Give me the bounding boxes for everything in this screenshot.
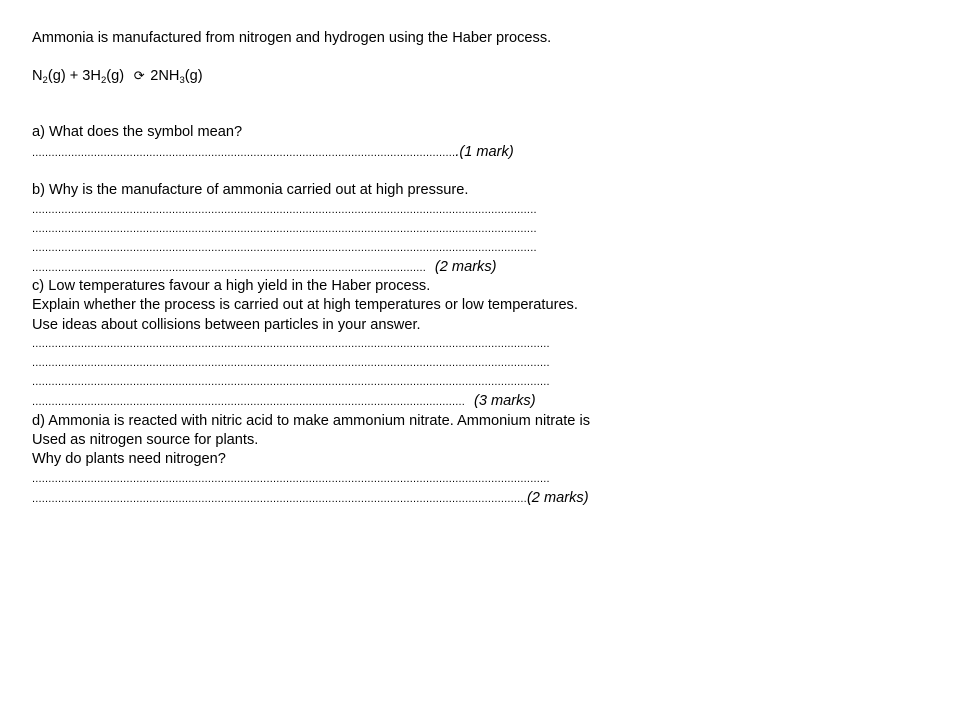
eq-part2: (g) <box>106 68 125 84</box>
question-d-line-1: d) Ammonia is reacted with nitric acid to make ammonium nitrate. Ammonium nitrate is <box>32 413 591 429</box>
marks-d: (2 marks) <box>526 490 589 506</box>
question-a: a) What does the symbol mean? <box>32 124 243 140</box>
marks-b: (2 marks) <box>434 259 497 275</box>
answer-dots-c-4: ..................................................................................................................................... <box>32 396 466 408</box>
answer-line-a[interactable] <box>32 142 514 163</box>
reversible-reaction-icon: ⟳ <box>133 68 145 83</box>
answer-dots-a: .................................................................................................................................. <box>32 147 456 159</box>
question-c-line-2: Explain whether the process is carried out at high temperatures or low temperatures. <box>32 297 578 313</box>
eq-part1: (g) + 3H <box>47 68 101 84</box>
answer-line-c-1[interactable]: ............................................................................................................................................................... <box>32 338 550 350</box>
question-b: b) Why is the manufacture of ammonia carried out at high pressure. <box>32 182 469 198</box>
answer-line-c-3[interactable]: ............................................................................................................................................................... <box>32 376 550 388</box>
answer-line-b-3[interactable]: ........................................................................................................................................................... <box>32 242 537 254</box>
marks-c: (3 marks) <box>473 393 536 409</box>
eq-hydrogen-sub: 2 <box>100 75 107 86</box>
answer-line-c-2[interactable]: ............................................................................................................................................................... <box>32 357 550 369</box>
answer-line-b-4[interactable] <box>32 257 497 278</box>
answer-line-c-4[interactable] <box>32 391 536 412</box>
intro-text: Ammonia is manufactured from nitrogen and hydrogen using the Haber process. <box>32 30 552 46</box>
answer-line-b-2[interactable]: ........................................................................................................................................................... <box>32 223 537 235</box>
answer-dots-b-4: ......................................................................................................................... <box>32 262 426 274</box>
haber-equation <box>32 66 203 86</box>
answer-line-d-2[interactable] <box>32 488 589 509</box>
question-d-line-2: Used as nitrogen source for plants. <box>32 432 259 448</box>
marks-a: .(1 mark) <box>455 144 514 160</box>
answer-line-d-1[interactable]: ............................................................................................................................................................... <box>32 473 550 485</box>
eq-nitrogen-sub: 2 <box>42 75 48 86</box>
eq-nitrogen: N <box>32 68 43 84</box>
eq-part4: (g) <box>184 68 203 84</box>
question-c-line-1: c) Low temperatures favour a high yield in the Haber process. <box>32 278 431 294</box>
eq-part3: 2NH <box>146 68 180 84</box>
question-d-line-3: Why do plants need nitrogen? <box>32 451 226 467</box>
answer-dots-d-2: ........................................................................................................................................................ <box>32 493 527 505</box>
eq-ammonia-sub: 3 <box>179 75 185 86</box>
question-c-line-3: Use ideas about collisions between particles in your answer. <box>32 317 421 333</box>
answer-line-b-1[interactable]: ........................................................................................................................................................... <box>32 204 537 216</box>
